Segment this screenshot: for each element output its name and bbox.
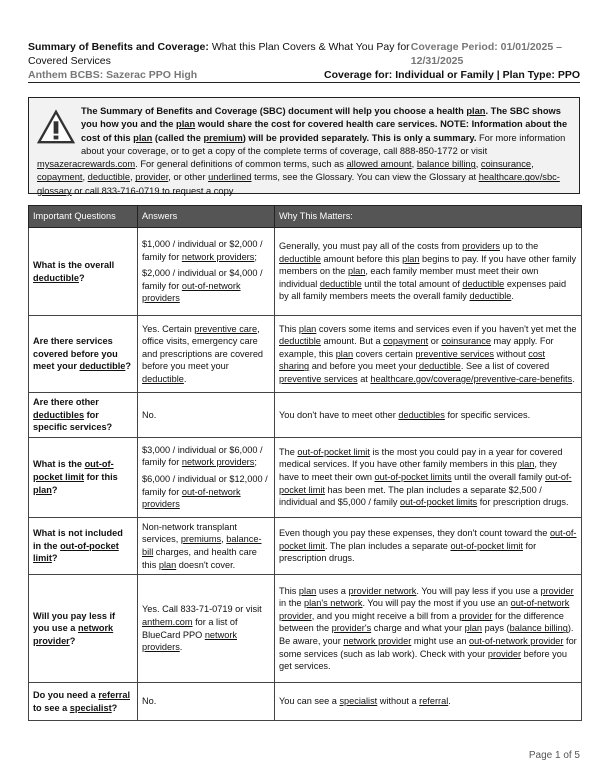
glossary-term[interactable]: premiums (180, 534, 222, 545)
glossary-term[interactable]: deductible (279, 253, 321, 264)
glossary-link[interactable]: healthcare.gov/sbc-glossary (37, 172, 560, 196)
glossary-term[interactable]: anthem.com (142, 617, 193, 628)
table-row (29, 683, 582, 721)
page-number: Page 1 of 5 (528, 750, 580, 761)
col-header: Answers (138, 206, 275, 228)
col-header: Why This Matters: (275, 206, 582, 228)
question-cell: What is the out-of-pocket limit for this plan? (29, 437, 138, 517)
glossary-term[interactable]: network providers (181, 457, 255, 468)
glossary-term[interactable]: plan (516, 459, 535, 470)
sbc-notice-box: The Summary of Benefits and Coverage (SBC) document will help you choose a health plan. The SBC shows you how you and the plan would share the cost for covered health care services. NOTE: Information about the cost of this plan (called the premium) will be provided separately. This is only a summary. For more information about your coverage, or to get a copy of the complete terms of coverage, call 888-850-1772 or visit mysazeracrewards.com. For general definitions of common terms, such as allowed amount, balance billing, coinsurance, copayment, deductible, provider, or other underlined terms, see the Glossary. You can view the Glossary at healthcare.gov/sbc-glossary or call 833-716-0719 to request a copy. (28, 97, 580, 194)
glossary-term[interactable]: network providers (142, 629, 237, 653)
glossary-term[interactable]: providers (462, 241, 500, 252)
glossary-term[interactable]: deductibles (398, 409, 445, 420)
glossary-term[interactable]: network providers (181, 251, 255, 262)
table-header-row (29, 206, 582, 228)
question-cell: Are there services covered before you meet your deductible? (29, 316, 138, 393)
question-cell: Are there other deductibles for specific services? (29, 393, 138, 438)
site-link[interactable]: mysazeracrewards.com (37, 159, 136, 170)
coverage-for: Coverage for: Individual or Family | Plan Type: PPO (324, 69, 580, 81)
glossary-term[interactable]: plan (335, 348, 354, 359)
glossary-term[interactable]: out-of-pocket limit (297, 446, 370, 457)
glossary-term[interactable]: plan (298, 585, 317, 596)
glossary-term[interactable]: plan (402, 253, 420, 264)
glossary-term[interactable]: preventive care (194, 323, 258, 334)
glossary-term[interactable]: out-of-network provider (279, 598, 570, 621)
question-cell: Will you pay less if you use a network provider? (29, 575, 138, 683)
why-matters-cell: You can see a specialist without a referral. (275, 683, 582, 721)
glossary-term[interactable]: provider's (331, 623, 372, 634)
why-matters-cell: Generally, you must pay all of the costs from providers up to the deductible amount before this plan begins to pay. If you have other family members on the plan, each family member must meet their own individual deductible until the total amount of deductible expenses paid by all family members meets the overall family deductible. (275, 228, 582, 316)
glossary-term[interactable]: out-of-pocket limit (279, 471, 572, 495)
answer-cell: Non-network transplant services, premiums, balance-bill charges, and health care this plan doesn't cover. (138, 517, 275, 574)
glossary-term[interactable]: specialist (339, 696, 378, 707)
glossary-term[interactable]: provider (459, 610, 493, 621)
glossary-term[interactable]: out-of-pocket limit (450, 540, 523, 551)
glossary-term[interactable]: provider (487, 648, 522, 659)
glossary-term[interactable]: balance billing (509, 623, 568, 634)
col-header: Important Questions (29, 206, 138, 228)
glossary-term[interactable]: out-of-pocket limit (33, 540, 119, 564)
glossary-term[interactable]: plan (158, 559, 177, 570)
glossary-term[interactable]: deductible (469, 291, 512, 302)
answer-cell: Yes. Certain preventive care, office visits, emergency care and prescriptions are covered before you meet your deductible. (138, 316, 275, 393)
glossary-term[interactable]: healthcare.gov/coverage/preventive-care-benefits (370, 373, 573, 384)
table-row (29, 228, 582, 316)
table-row (29, 437, 582, 517)
glossary-term[interactable]: out-of-network providers (142, 486, 241, 510)
glossary-term[interactable]: out-of-pocket limit (279, 528, 577, 551)
table-row (29, 517, 582, 574)
table-row (29, 575, 582, 683)
document-header (28, 40, 580, 82)
why-matters-cell: This plan covers some items and services even if you haven't yet met the deductible amount. But a copayment or coinsurance may apply. For example, this plan covers certain preventive services without cost sharing and before you meet your deductible. See a list of covered preventive services at healthcare.gov/coverage/preventive-care-benefits. (275, 316, 582, 393)
answer-cell: $3,000 / individual or $6,000 / family for network providers; $6,000 / individual or $12,000 / family for out-of-network providers (138, 437, 275, 517)
table-row (29, 393, 582, 438)
warning-icon (37, 109, 75, 145)
table-row (29, 316, 582, 393)
glossary-term[interactable]: deductibles (33, 409, 85, 420)
glossary-term[interactable]: out-of-network provider (469, 635, 564, 646)
glossary-term[interactable]: coinsurance (441, 336, 491, 347)
glossary-term[interactable]: network provider (33, 623, 114, 646)
question-cell: What is the overall deductible? (29, 228, 138, 316)
why-matters-cell: This plan uses a provider network. You will pay less if you use a provider in the plan's network. You will pay the most if you use an out-of-network provider, and you might receive a bill from a provider for the difference between the provider's charge and what your plan pays (balance billing). Be aware, your network provider might use an out-of-network provider for some services (such as lab work). Check with your provider before you get services. (275, 575, 582, 683)
glossary-term[interactable]: deductible (319, 278, 362, 289)
why-matters-cell: Even though you pay these expenses, they don't count toward the out-of-pocket limit. The plan includes a separate out-of-pocket limit for prescription drugs. (275, 517, 582, 574)
glossary-term[interactable]: deductible (418, 361, 461, 372)
answer-cell: No. (138, 683, 275, 721)
glossary-term[interactable]: plan (33, 484, 52, 495)
coverage-period: Coverage Period: 01/01/2025 – 12/31/2025 (410, 41, 562, 67)
glossary-term[interactable]: network provider (343, 635, 412, 646)
glossary-term[interactable]: plan (347, 266, 366, 277)
question-cell: Do you need a referral to see a specialist? (29, 683, 138, 721)
glossary-term[interactable]: referral (98, 690, 131, 701)
glossary-term[interactable]: provider (540, 585, 574, 596)
glossary-term[interactable]: out-of-pocket limits (400, 497, 478, 508)
important-questions-table (28, 205, 582, 721)
glossary-term[interactable]: provider network (348, 585, 417, 596)
glossary-term[interactable]: balance-bill (142, 534, 262, 557)
glossary-term[interactable]: preventive services (415, 348, 494, 359)
glossary-term[interactable]: deductible (33, 272, 79, 283)
glossary-term[interactable]: deductible (279, 336, 321, 347)
glossary-term[interactable]: deductible (142, 373, 184, 384)
why-matters-cell: You don't have to meet other deductibles for specific services. (275, 393, 582, 438)
glossary-term[interactable]: preventive services (279, 373, 358, 384)
answer-cell: $1,000 / individual or $2,000 / family for network providers; $2,000 / individual or $4,000 / family for out-of-network providers (138, 228, 275, 316)
glossary-term[interactable]: out-of-pocket limit (33, 459, 114, 482)
glossary-term[interactable]: cost sharing (279, 348, 546, 372)
header-divider (28, 82, 580, 83)
answer-cell: No. (138, 393, 275, 438)
glossary-term[interactable]: deductible (462, 278, 505, 289)
why-matters-cell: The out-of-pocket limit is the most you could pay in a year for covered medical services. If you have other family members in this plan, they have to meet their own out-of-pocket limits until the overall family out-of-pocket limit has been met. The plan includes a separate $2,500 / individual and $5,000 / family out-of-pocket limits for prescription drugs. (275, 437, 582, 517)
question-cell: What is not included in the out-of-pocket limit? (29, 517, 138, 574)
glossary-term[interactable]: out-of-network providers (142, 280, 241, 304)
glossary-term[interactable]: copayment (383, 336, 429, 347)
glossary-term[interactable]: specialist (69, 702, 112, 713)
glossary-term[interactable]: deductible (79, 361, 126, 372)
answer-cell: Yes. Call 833-71-0719 or visit anthem.com for a list of BlueCard PPO network providers. (138, 575, 275, 683)
glossary-term[interactable]: plan (464, 623, 483, 634)
glossary-term[interactable]: plan's network (304, 598, 363, 609)
sbc-title: Summary of Benefits and Coverage: What this Plan Covers & What You Pay for Covered Services (28, 41, 410, 67)
plan-name: Anthem BCBS: Sazerac PPO High (28, 69, 198, 81)
glossary-term[interactable]: plan (298, 323, 317, 334)
glossary-term[interactable]: referral (419, 696, 449, 707)
glossary-term[interactable]: out-of-pocket limits (374, 471, 452, 482)
